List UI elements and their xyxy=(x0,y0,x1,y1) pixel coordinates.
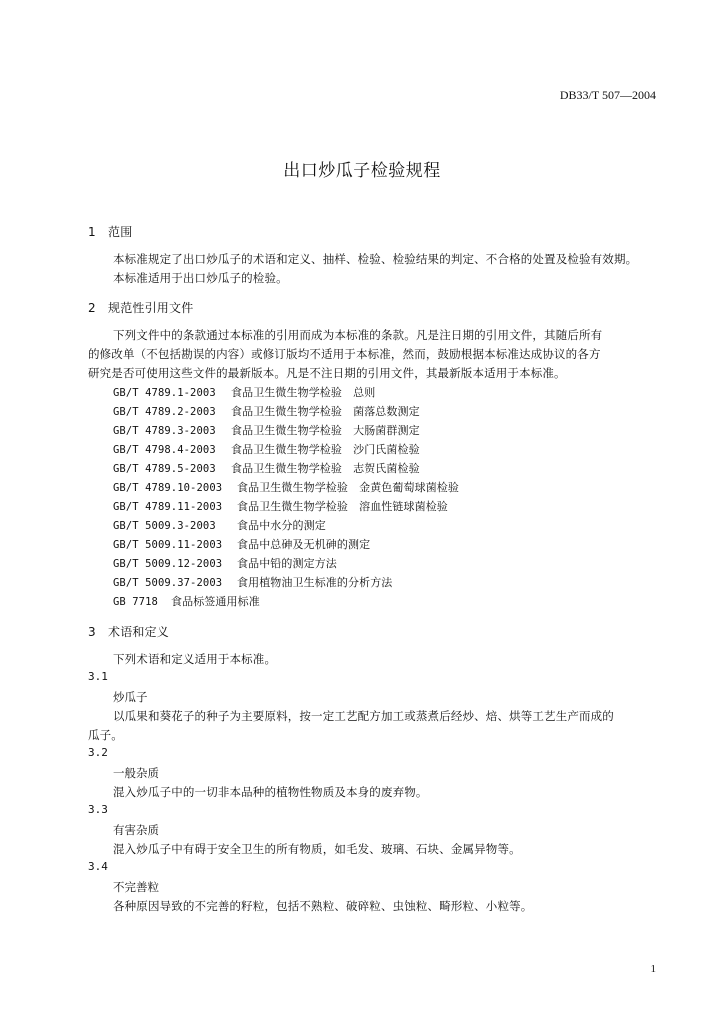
reference-item xyxy=(113,555,337,571)
term-number: 3.2 xyxy=(88,746,108,759)
term-definition-line-2: 瓜子。 xyxy=(88,728,123,742)
term-name: 炒瓜子 xyxy=(113,690,148,704)
document-title: 出口炒瓜子检验规程 xyxy=(283,161,441,181)
section-3-heading xyxy=(88,623,169,640)
reference-title: 食品卫生微生物学检验 沙门氏菌检验 xyxy=(231,443,420,456)
term-name: 有害杂质 xyxy=(113,823,159,837)
section-2-title: 规范性引用文件 xyxy=(108,301,194,315)
reference-code: GB/T 4789.3-2003 xyxy=(113,425,216,437)
reference-code: GB/T 4789.10-2003 xyxy=(113,482,223,494)
reference-code: GB/T 5009.37-2003 xyxy=(113,577,223,589)
reference-title: 食品卫生微生物学检验 金黄色葡萄球菌检验 xyxy=(237,481,459,494)
section-3-number: 3 xyxy=(88,625,96,639)
reference-title: 食用植物油卫生标准的分析方法 xyxy=(237,576,393,589)
term-name: 一般杂质 xyxy=(113,766,159,780)
reference-item xyxy=(113,384,375,400)
section-2-number: 2 xyxy=(88,301,96,315)
reference-item xyxy=(113,498,448,514)
section-1-heading xyxy=(88,223,132,240)
reference-code: GB/T 4789.2-2003 xyxy=(113,406,216,418)
section-3-intro: 下列术语和定义适用于本标准。 xyxy=(113,652,277,666)
section-2-intro-line-3: 研究是否可使用这些文件的最新版本。凡是不注日期的引用文件，其最新版本适用于本标准。 xyxy=(88,366,566,380)
section-1-paragraph-2: 本标准适用于出口炒瓜子的检验。 xyxy=(113,271,288,285)
reference-code: GB/T 4798.4-2003 xyxy=(113,444,216,456)
document-code: DB33/T 507—2004 xyxy=(559,88,656,102)
reference-code: GB/T 4789.5-2003 xyxy=(113,463,216,475)
section-1-paragraph-1: 本标准规定了出口炒瓜子的术语和定义、抽样、检验、检验结果的判定、不合格的处置及检验有效期。 xyxy=(113,252,638,266)
reference-item xyxy=(113,536,370,552)
page-number: 1 xyxy=(650,963,656,975)
reference-item xyxy=(113,403,420,419)
reference-code: GB 7718 xyxy=(113,596,158,608)
reference-title: 食品中总砷及无机砷的测定 xyxy=(237,538,371,551)
reference-item xyxy=(113,517,326,533)
term-definition-line-1: 混入炒瓜子中的一切非本品种的植物性物质及本身的废弃物。 xyxy=(113,785,428,799)
reference-item xyxy=(113,422,420,438)
reference-code: GB/T 5009.3-2003 xyxy=(113,520,216,532)
reference-item xyxy=(113,441,420,457)
reference-title: 食品中水分的测定 xyxy=(237,519,326,532)
term-definition-line-1: 混入炒瓜子中有碍于安全卫生的所有物质，如毛发、玻璃、石块、金属异物等。 xyxy=(113,842,521,856)
reference-code: GB/T 5009.12-2003 xyxy=(113,558,223,570)
section-2-heading xyxy=(88,299,193,316)
term-number: 3.1 xyxy=(88,670,108,683)
reference-title: 食品中铅的测定方法 xyxy=(237,557,337,570)
reference-code: GB/T 4789.11-2003 xyxy=(113,501,223,513)
section-3-title: 术语和定义 xyxy=(108,625,170,639)
reference-item xyxy=(113,574,392,590)
section-2-intro-line-2: 的修改单（不包括勘误的内容）或修订版均不适用于本标准，然而，鼓励根据本标准达成协议的各方 xyxy=(88,347,601,361)
term-number: 3.4 xyxy=(88,860,108,873)
term-definition-line-1: 以瓜果和葵花子的种子为主要原料，按一定工艺配方加工或蒸煮后经炒、焙、烘等工艺生产而成的 xyxy=(113,709,614,723)
reference-title: 食品卫生微生物学检验 菌落总数测定 xyxy=(231,405,420,418)
reference-code: GB/T 4789.1-2003 xyxy=(113,387,216,399)
reference-title: 食品卫生微生物学检验 大肠菌群测定 xyxy=(231,424,420,437)
reference-title: 食品卫生微生物学检验 总则 xyxy=(231,386,376,399)
term-number: 3.3 xyxy=(88,803,108,816)
reference-item xyxy=(113,460,420,476)
reference-code: GB/T 5009.11-2003 xyxy=(113,539,223,551)
term-definition-line-1: 各种原因导致的不完善的籽粒，包括不熟粒、破碎粒、虫蚀粒、畸形粒、小粒等。 xyxy=(113,899,533,913)
term-name: 不完善粒 xyxy=(113,880,159,894)
reference-title: 食品标签通用标准 xyxy=(171,595,260,608)
reference-item xyxy=(113,479,459,495)
section-1-title: 范围 xyxy=(108,225,133,239)
reference-title: 食品卫生微生物学检验 志贺氏菌检验 xyxy=(231,462,420,475)
reference-item xyxy=(113,593,260,609)
reference-title: 食品卫生微生物学检验 溶血性链球菌检验 xyxy=(237,500,448,513)
section-2-intro-line-1: 下列文件中的条款通过本标准的引用而成为本标准的条款。凡是注日期的引用文件，其随后所有 xyxy=(113,328,603,342)
section-1-number: 1 xyxy=(88,225,96,239)
